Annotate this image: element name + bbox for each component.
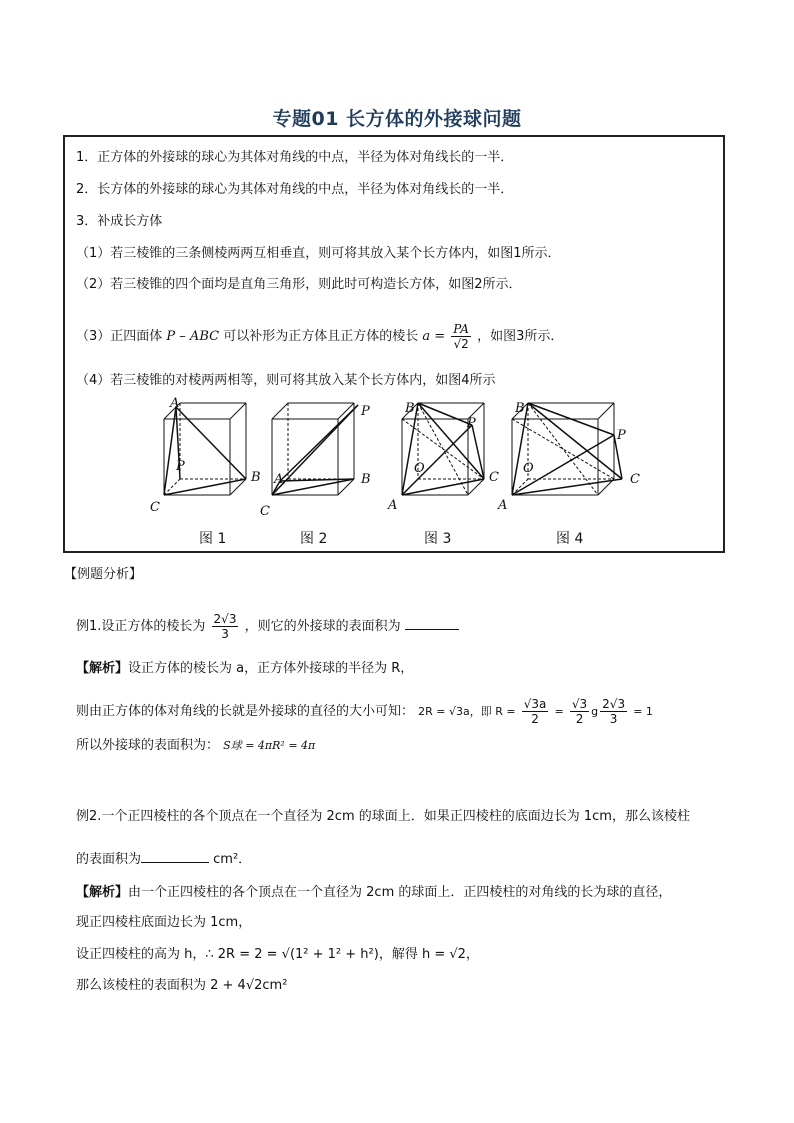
sol1-line2-eq1: 2R = √3a，即 R = xyxy=(418,705,516,718)
sub3-a: a = xyxy=(422,329,446,344)
fig2-label-p: P xyxy=(361,404,370,419)
sol1-eq-end: = 1 xyxy=(633,705,653,718)
sol1-f2-num: √3 xyxy=(571,697,588,711)
sub3-num: PA xyxy=(453,322,469,336)
fig2-label-b: B xyxy=(361,472,371,487)
times-sign: g xyxy=(591,705,599,718)
ex1-fraction xyxy=(212,612,239,641)
fig3-label-b: B xyxy=(405,401,415,416)
summary-sub-2: （2）若三棱锥的四个面均是直角三角形，则此时可构造长方体，如图2所示． xyxy=(76,277,522,292)
sub3-pre: （3）正四面体 xyxy=(76,329,163,344)
fig1-label-a: A xyxy=(170,396,180,411)
solution-2-line-2: 现正四棱柱底面边长为 1cm， xyxy=(76,915,252,930)
sol1-f1-num: √3a xyxy=(523,697,547,711)
fig3-label-c: C xyxy=(489,470,499,485)
summary-sub-3 xyxy=(76,322,563,351)
fig4-label-p: P xyxy=(617,428,626,443)
fig4-label-b: B xyxy=(515,401,525,416)
sol1-frac-3 xyxy=(600,697,627,726)
example-2-line-1: 例2.一个正四棱柱的各个顶点在一个直径为 2cm 的球面上．如果正四棱柱的底面边长为 1cm，那么该棱柱 xyxy=(76,809,690,824)
sol1-f3-num: 2√3 xyxy=(602,697,626,711)
figure-1-caption: 图 1 xyxy=(199,531,227,547)
ex2-line2-pre: 的表面积为 xyxy=(76,852,142,867)
sub3-mid: 可以补形为正方体且正方体的棱长 xyxy=(223,329,419,344)
solution-1-tag: 【解析】 xyxy=(76,661,129,676)
sol1-line2-pre: 则由正方体的体对角线的长就是外接球的直径的大小可知： xyxy=(76,704,415,719)
ex1-num: 2√3 xyxy=(213,612,237,626)
summary-item-1: 1．正方体的外接球的球心为其体对角线的中点，半径为体对角线长的一半． xyxy=(76,150,514,165)
sub3-den: √2 xyxy=(453,337,469,351)
solution-2-text-1: 由一个正四棱柱的各个顶点在一个直径为 2cm 的球面上．正四棱柱的对角线的长为球的直径， xyxy=(128,885,672,900)
fig4-label-o: O xyxy=(523,461,534,476)
answer-blank-2[interactable] xyxy=(141,848,209,863)
fig4-label-c: C xyxy=(630,472,640,487)
summary-sub-4: （4）若三棱锥的对棱两两相等，则可将其放入某个长方体内，如图4所示 xyxy=(76,373,496,388)
figure-1-diagram xyxy=(150,395,262,520)
solution-1-line-2 xyxy=(76,697,653,726)
sol1-f3-den: 3 xyxy=(609,712,618,726)
fig2-label-c: C xyxy=(260,504,270,519)
figure-3-caption: 图 3 xyxy=(424,531,452,547)
solution-2-line-3: 设正四棱柱的高为 h，∴ 2R = 2 = √(1² + 1² + h²)，解得 h = √2， xyxy=(76,947,479,962)
solution-1-text-1: 设正方体的棱长为 a，正方体外接球的半径为 R， xyxy=(128,661,414,676)
fig1-label-c: C xyxy=(150,500,160,515)
sol1-f1-den: 2 xyxy=(531,712,539,726)
summary-item-2: 2．长方体的外接球的球心为其体对角线的中点，半径为体对角线长的一半． xyxy=(76,182,514,197)
section-heading: 【例题分析】 xyxy=(64,567,143,582)
answer-blank-1[interactable] xyxy=(405,615,459,630)
sol1-line3-pre: 所以外接球的表面积为： xyxy=(76,738,220,753)
figure-2-diagram xyxy=(258,395,370,520)
fig3-label-p: P xyxy=(467,416,476,431)
solution-1-line-3 xyxy=(76,737,315,755)
sub3-post: ，如图3所示． xyxy=(477,329,564,344)
summary-item-3: 3．补成长方体 xyxy=(76,214,163,229)
sub3-fraction xyxy=(451,322,471,351)
sol1-frac-2 xyxy=(570,697,589,726)
example-1 xyxy=(76,612,459,641)
fig3-label-o: O xyxy=(414,461,425,476)
sol1-f2-den: 2 xyxy=(575,712,584,726)
fig3-label-a: A xyxy=(388,498,398,513)
solution-2-line-4: 那么该棱柱的表面积为 2 + 4√2cm² xyxy=(76,978,288,993)
fig4-label-a: A xyxy=(498,498,508,513)
solution-2-line-1 xyxy=(76,884,671,902)
ex2-line2-post: cm²． xyxy=(213,852,252,867)
equals-sign: = xyxy=(554,705,564,718)
figure-4-caption: 图 4 xyxy=(556,531,584,547)
solution-2-tag: 【解析】 xyxy=(76,885,129,900)
ex1-pre: 例1.设正方体的棱长为 xyxy=(76,619,206,634)
sol1-line3-expr: S球 = 4πR² = 4π xyxy=(223,739,316,752)
figure-2-caption: 图 2 xyxy=(300,531,328,547)
page-title: 专题01 长方体的外接球问题 xyxy=(272,108,522,130)
example-2-line-2 xyxy=(76,848,251,869)
sol1-frac-1 xyxy=(522,697,549,726)
fig2-label-a: A xyxy=(274,472,284,487)
ex1-post: ，则它的外接球的表面积为 xyxy=(244,619,401,634)
ex1-den: 3 xyxy=(221,627,229,641)
solution-1-line-1 xyxy=(76,660,413,678)
summary-sub-1: （1）若三棱锥的三条侧棱两两互相垂直，则可将其放入某个长方体内，如图1所示． xyxy=(76,246,561,261)
sub3-expr: P – ABC xyxy=(166,329,220,344)
fig1-label-p: P xyxy=(176,459,185,474)
fig1-label-b: B xyxy=(251,470,261,485)
